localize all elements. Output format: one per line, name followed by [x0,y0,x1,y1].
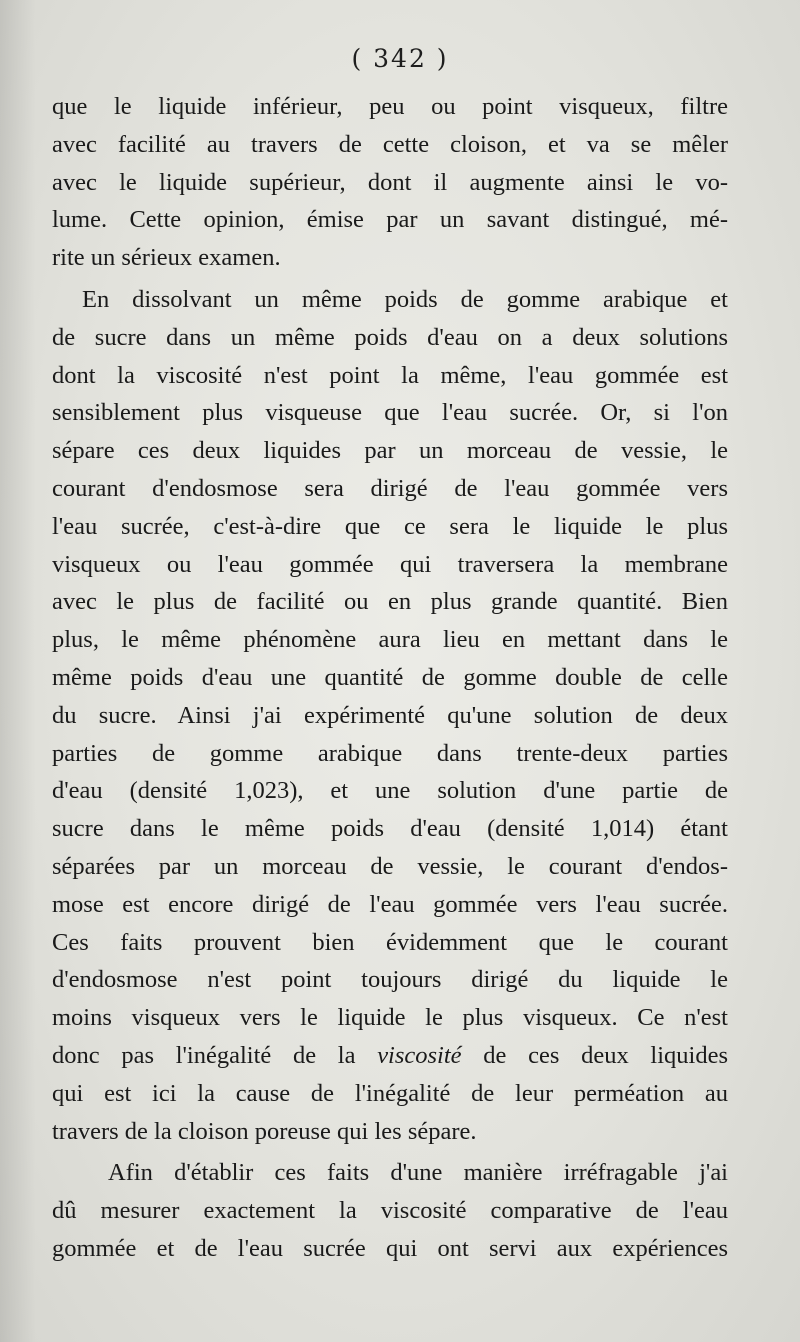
text-line: avec le plus de facilité ou en plus grande quantité. Bien [52,588,728,616]
text-line: rite un sérieux examen. [52,244,281,272]
text-line: que le liquide inférieur, peu ou point visqueux, filtre [52,93,728,120]
text-line: avec le liquide supérieur, dont il augmente ainsi le vo- [52,168,728,196]
text-line: courant d'endosmose sera dirigé de l'eau gommée vers [52,474,728,502]
page-edge-shadow [0,0,36,1342]
text-segment: donc pas l'inégalité de la [52,1041,378,1069]
text-line: parties de gomme arabique dans trente-deux parties [52,739,728,767]
body-text [52,88,728,1268]
text-line: mose est encore dirigé de l'eau gommée vers l'eau sucrée. [52,890,728,918]
paragraph-3 [52,1154,728,1267]
text-line: En dissolvant un même poids de gomme arabique et [82,285,728,313]
text-line: sucre dans le même poids d'eau (densité 1,014) étant [52,815,728,843]
text-line: gommée et de l'eau sucrée qui ont servi aux expériences [52,1234,728,1262]
text-line: du sucre. Ainsi j'ai expérimenté qu'une solution de deux [52,701,728,729]
text-line: lume. Cette opinion, émise par un savant distingué, mé- [52,206,728,234]
text-line: travers de la cloison poreuse qui les sépare. [52,1117,477,1145]
text-line: dont la viscosité n'est point la même, l'eau gommée est [52,361,728,389]
text-line: sépare ces deux liquides par un morceau de vessie, le [52,437,728,465]
text-line: de sucre dans un même poids d'eau on a deux solutions [52,323,728,351]
paragraph-1 [52,88,728,277]
text-line: Afin d'établir ces faits d'une manière irréfragable j'ai [108,1159,728,1187]
text-line: moins visqueux vers le liquide le plus visqueux. Ce n'est [52,1004,728,1032]
text-line: même poids d'eau une quantité de gomme double de celle [52,663,728,691]
text-line: d'eau (densité 1,023), et une solution d'une partie de [52,777,728,805]
text-line: d'endosmose n'est point toujours dirigé du liquide le [52,966,728,994]
text-line: sensiblement plus visqueuse que l'eau sucrée. Or, si l'on [52,399,728,427]
text-line: l'eau sucrée, c'est-à-dire que ce sera le liquide le plus [52,512,728,540]
text-segment: de ces deux liquides [461,1041,728,1069]
text-line: visqueux ou l'eau gommée qui traversera la membrane [52,550,728,578]
text-line: Ces faits prouvent bien évidemment que le courant [52,928,728,956]
text-line: séparées par un morceau de vessie, le courant d'endos- [52,852,728,880]
text-line [52,1037,728,1075]
italic-term: viscosité [377,1041,462,1069]
text-line: qui est ici la cause de l'inégalité de leur perméation au [52,1079,728,1107]
page-number: ( 342 ) [351,44,449,73]
text-line: plus, le même phénomène aura lieu en mettant dans le [52,626,728,654]
text-line: avec facilité au travers de cette cloison, et va se mêler [52,130,728,158]
text-line: dû mesurer exactement la viscosité comparative de l'eau [52,1197,728,1225]
paragraph-2 [52,281,728,1150]
